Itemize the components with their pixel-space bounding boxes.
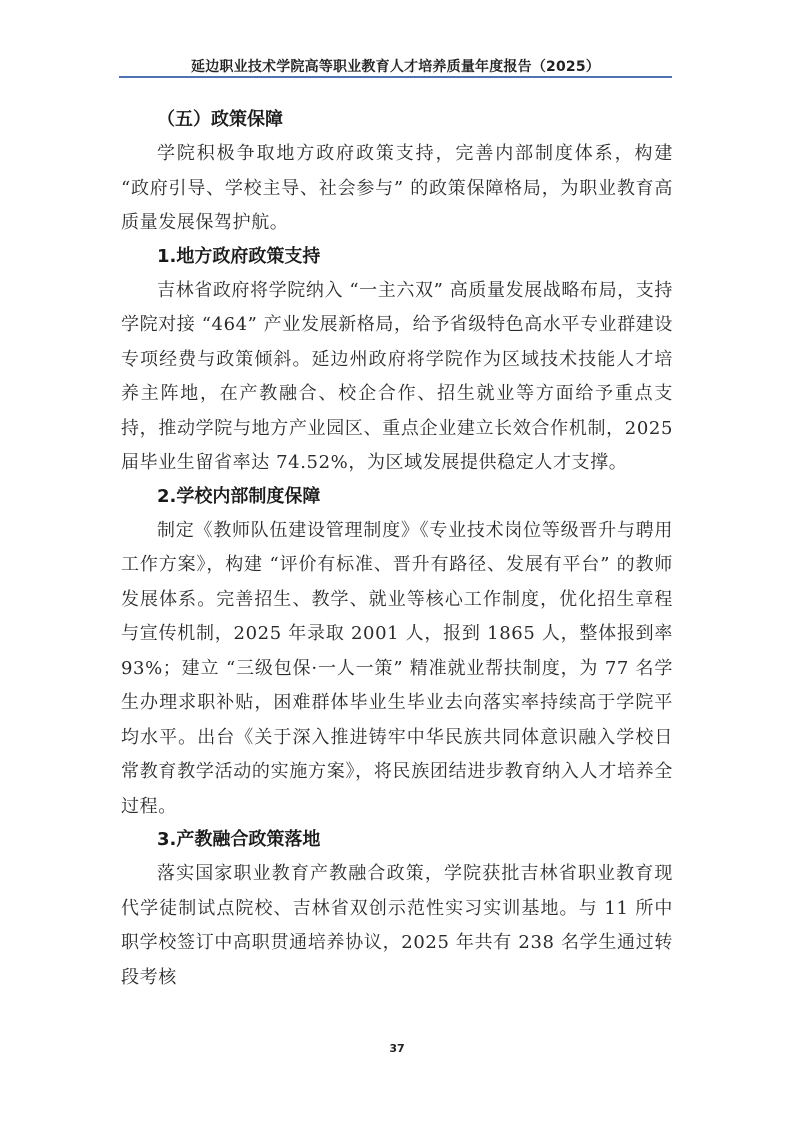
page-number: 37 (389, 1042, 405, 1055)
subsection-heading-1: 1.地方政府政策支持 (157, 245, 321, 267)
section-intro-paragraph: 学院积极争取地方政府政策支持，完善内部制度体系，构建 “政府引导、学校主导、社会参与” 的政策保障格局，为职业教育高质量发展保驾护航。 (121, 143, 673, 233)
running-header-title: 延边职业技术学院高等职业教育人才培养质量年度报告（2025） (191, 59, 600, 75)
subsection-paragraph-1: 吉林省政府将学院纳入 “一主六双” 高质量发展战略布局，支持学院对接 “464” 产业发展新格局，给予省级特色高水平专业群建设专项经费与政策倾斜。延边州政府将学院作为区域技术技能人才培养主阵地，在产教融合、校企合作、招生就业等方面给予重点支持，推动学院与地方产业园区、重点企业建立长效合作机制，2025 届毕业生留省率达 74.52%，为区域发展提供稳定人才支撑。 (121, 279, 674, 473)
section-heading: （五）政策保障 (157, 109, 283, 130)
page-body (121, 104, 673, 995)
subsection-paragraph-2: 制定《教师队伍建设管理制度》《专业技术岗位等级晋升与聘用工作方案》，构建 “评价有标准、晋升有路径、发展有平台” 的教师发展体系。完善招生、教学、就业等核心工作制度，优化招生章程与宣传机制，2025 年录取 2001 人，报到 1865 人，整体报到率 93%；建立 “三级包保·一人一策” 精准就业帮扶制度，为 77 名学生办理求职补贴，困难群体毕业生毕业去向落实率持续高于学院平均水平。出台《关于深入推进铸牢中华民族共同体意识融入学校日常教育教学活动的实施方案》，将民族团结进步教育纳入人才培养全过程。 (121, 519, 673, 817)
subsection-paragraph-3: 落实国家职业教育产教融合政策，学院获批吉林省职业教育现代学徒制试点院校、吉林省双创示范性实习实训基地。与 11 所中职学校签订中高职贯通培养协议，2025 年共有 238 名学生通过转段考核 (121, 863, 673, 988)
subsection-heading-3: 3.产教融合政策落地 (157, 829, 321, 850)
subsection-heading-2: 2.学校内部制度保障 (157, 485, 321, 507)
header-divider (119, 76, 672, 78)
